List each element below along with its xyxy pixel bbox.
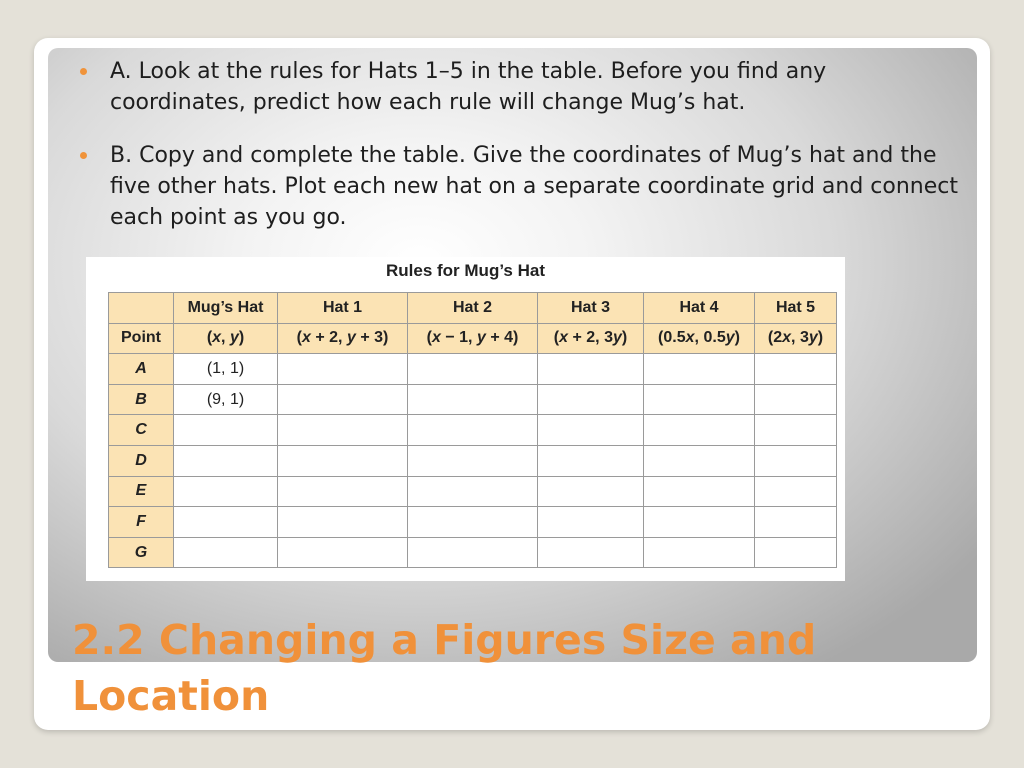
bullet-item-a: [78, 56, 958, 118]
column-header: Mug’s Hat: [174, 293, 278, 324]
point-label: A: [109, 354, 174, 385]
table-cell: [644, 537, 755, 568]
table-cell: [408, 507, 538, 538]
content-panel: [48, 48, 977, 662]
table-cell: [755, 384, 837, 415]
table-cell: [644, 354, 755, 385]
table-cell: [755, 537, 837, 568]
table-cell: [408, 384, 538, 415]
table-cell: [644, 507, 755, 538]
table-cell: [278, 537, 408, 568]
table-cell: [538, 476, 644, 507]
rule-cell: (0.5x, 0.5y): [644, 323, 755, 354]
table-row: [109, 537, 837, 568]
rule-cell: (x, y): [174, 323, 278, 354]
table-cell: [755, 415, 837, 446]
point-label: G: [109, 537, 174, 568]
table-cell: [174, 476, 278, 507]
table-row: [109, 507, 837, 538]
table-cell: [174, 507, 278, 538]
table-rule-row: [109, 323, 837, 354]
table-cell: [755, 354, 837, 385]
point-label: B: [109, 384, 174, 415]
table-cell: [408, 415, 538, 446]
slide-title: 2.2 Changing a Figures Size and Location: [72, 616, 817, 720]
point-label: C: [109, 415, 174, 446]
table-cell: [278, 445, 408, 476]
table-cell: [278, 476, 408, 507]
bullet-dot-icon: [80, 152, 87, 159]
bullet-text-b: B. Copy and complete the table. Give the coordinates of Mug’s hat and the five other hats. Plot each new hat on a separate coordinate grid and connect each point as you go.: [110, 143, 959, 230]
table-cell: [278, 384, 408, 415]
point-header: Point: [109, 323, 174, 354]
table-header-row: [109, 293, 837, 324]
rule-cell: (x + 2, y + 3): [278, 323, 408, 354]
table-cell: [538, 415, 644, 446]
point-label: D: [109, 445, 174, 476]
column-header: Hat 5: [755, 293, 837, 324]
table-cell: [408, 354, 538, 385]
bullet-item-b: [78, 140, 958, 233]
table-cell: [408, 476, 538, 507]
bullet-list: [78, 56, 958, 255]
bullet-dot-icon: [80, 68, 87, 75]
table-cell: [755, 507, 837, 538]
table-cell: [174, 537, 278, 568]
column-header: [109, 293, 174, 324]
table-cell: [538, 354, 644, 385]
table-cell: [278, 507, 408, 538]
rule-cell: (x − 1, y + 4): [408, 323, 538, 354]
rule-cell: (2x, 3y): [755, 323, 837, 354]
table-cell: [644, 476, 755, 507]
column-header: Hat 3: [538, 293, 644, 324]
table-row: [109, 415, 837, 446]
table-cell: [278, 415, 408, 446]
table-row: [109, 354, 837, 385]
table-cell: [644, 384, 755, 415]
point-label: F: [109, 507, 174, 538]
table-cell: (1, 1): [174, 354, 278, 385]
table-cell: [538, 384, 644, 415]
column-header: Hat 1: [278, 293, 408, 324]
table-title: Rules for Mug’s Hat: [386, 261, 545, 280]
column-header: Hat 2: [408, 293, 538, 324]
table-cell: [538, 445, 644, 476]
table-cell: [755, 445, 837, 476]
table-figure: [86, 257, 845, 581]
table-cell: [644, 415, 755, 446]
rule-cell: (x + 2, 3y): [538, 323, 644, 354]
table-cell: [538, 507, 644, 538]
table-row: [109, 445, 837, 476]
column-header: Hat 4: [644, 293, 755, 324]
table-row: [109, 476, 837, 507]
table-cell: [408, 445, 538, 476]
table-cell: [538, 537, 644, 568]
rules-table: [108, 292, 837, 568]
table-cell: [755, 476, 837, 507]
table-cell: [408, 537, 538, 568]
table-row: [109, 384, 837, 415]
table-cell: [644, 445, 755, 476]
table-cell: [174, 445, 278, 476]
point-label: E: [109, 476, 174, 507]
table-cell: (9, 1): [174, 384, 278, 415]
table-cell: [278, 354, 408, 385]
bullet-text-a: A. Look at the rules for Hats 1–5 in the table. Before you find any coordinates, predict how each rule will change Mug’s hat.: [110, 59, 827, 115]
table-cell: [174, 415, 278, 446]
